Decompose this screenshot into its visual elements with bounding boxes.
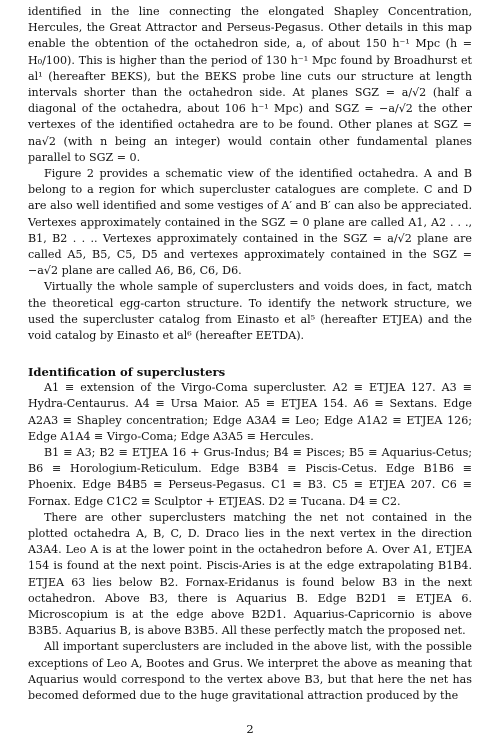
paragraph: All important superclusters are included in the above list, with the possible exceptions of Leo A, Bootes and Grus. We interpret the above as meaning that Aquarius would correspond to the vertex above B3, but that here the net has becomed deformed due to the huge gravitational attraction produced by the <box>28 640 472 703</box>
section-supercluster-identification <box>28 364 472 704</box>
paragraph: A1 ≡ extension of the Virgo-Coma supercluster. A2 ≡ ETJEA 127. A3 ≡ Hydra-Centaurus. A4 ≡ Ursa Maior. A5 ≡ ETJEA 154. A6 ≡ Sextans. Edge A2A3 ≡ Shapley concentration; Edge A3A4 ≡ Leo; Edge A1A2 ≡ ETJEA 126; Edge A1A4 ≡ Virgo-Coma; Edge A3A5 ≡ Hercules. <box>28 381 472 443</box>
paragraph: identified in the line connecting the elongated Shapley Concentration, Hercules, the Great Attractor and Perseus-Pegasus. Other details in this map enable the obtention of the octahedron side, a, of about 150 h⁻¹ Mpc (h = H₀/100). This is higher than the period of 130 h⁻¹ Mpc found by Broadhurst et al¹ (hereafter BEKS), but the BEKS probe line cuts our structure at length intervals shorter than the octahedron side. At planes SGZ = a/√2 (half a diagonal of the octahedra, about 106 h⁻¹ Mpc) and SGZ = −a/√2 the other vertexes of the identified octahedra are to be found. Other planes at SGZ = na√2 (with n being an integer) would contain other fundamental planes parallel to SGZ = 0. <box>28 5 472 164</box>
body-text-top <box>28 4 472 344</box>
section-title: Identification of superclusters <box>28 365 226 379</box>
paragraph: B1 ≡ A3; B2 ≡ ETJEA 16 + Grus-Indus; B4 ≡ Pisces; B5 ≡ Aquarius-Cetus; B6 ≡ Horologium-Reticulum. Edge B3B4 ≡ Piscis-Cetus. Edge B1B6 ≡ Phoenix. Edge B4B5 ≡ Perseus-Pegasus. C1 ≡ B3. C5 ≡ ETJEA 207. C6 ≡ Fornax. Edge C1C2 ≡ Sculptor + ETJEAS. D2 ≡ Tucana. D4 ≡ C2. <box>28 446 472 508</box>
page-number: 2 <box>246 722 254 736</box>
paragraph: There are other superclusters matching the net not contained in the plotted octahedra A, B, C, D. Draco lies in the next vertex in the direction A3A4. Leo A is at the lower point in the octahedron before A. Over A1, ETJEA 154 is found at the next point. Piscis-Aries is at the edge extrapolating B1B4. ETJEA 63 lies below B2. Fornax-Eridanus is found below B3 in the next octahedron. Above B3, there is Aquarius B. Edge B2D1 ≡ ETJEA 6. Microscopium is at the edge above B2D1. Aquarius-Capricornio is above B3B5. Aquarius B, is above B3B5. All these perfectly match the proposed net. <box>28 510 472 638</box>
paragraph: Figure 2 provides a schematic view of the identified octahedra. A and B belong to a region for which supercluster catalogues are complete. C and D are also well identified and some vestiges of A′ and B′ can also be appreciated. Vertexes approximately contained in the SGZ = 0 plane are called A1, A2 . . ., B1, B2 . . .. Vertexes approximately contained in the SGZ = a/√2 plane are called A5, B5, C5, D5 and vertexes approximately contained in the SGZ = −a√2 plane are called A6, B6, C6, D6. <box>28 167 472 278</box>
paragraph: Virtually the whole sample of superclusters and voids does, in fact, match the theoretical egg-carton structure. To identify the network structure, we used the supercluster catalog from Einasto et al⁵ (hereafter ETJEA) and the void catalog by Einasto et al⁶ (hereafter EETDA). <box>28 280 472 343</box>
